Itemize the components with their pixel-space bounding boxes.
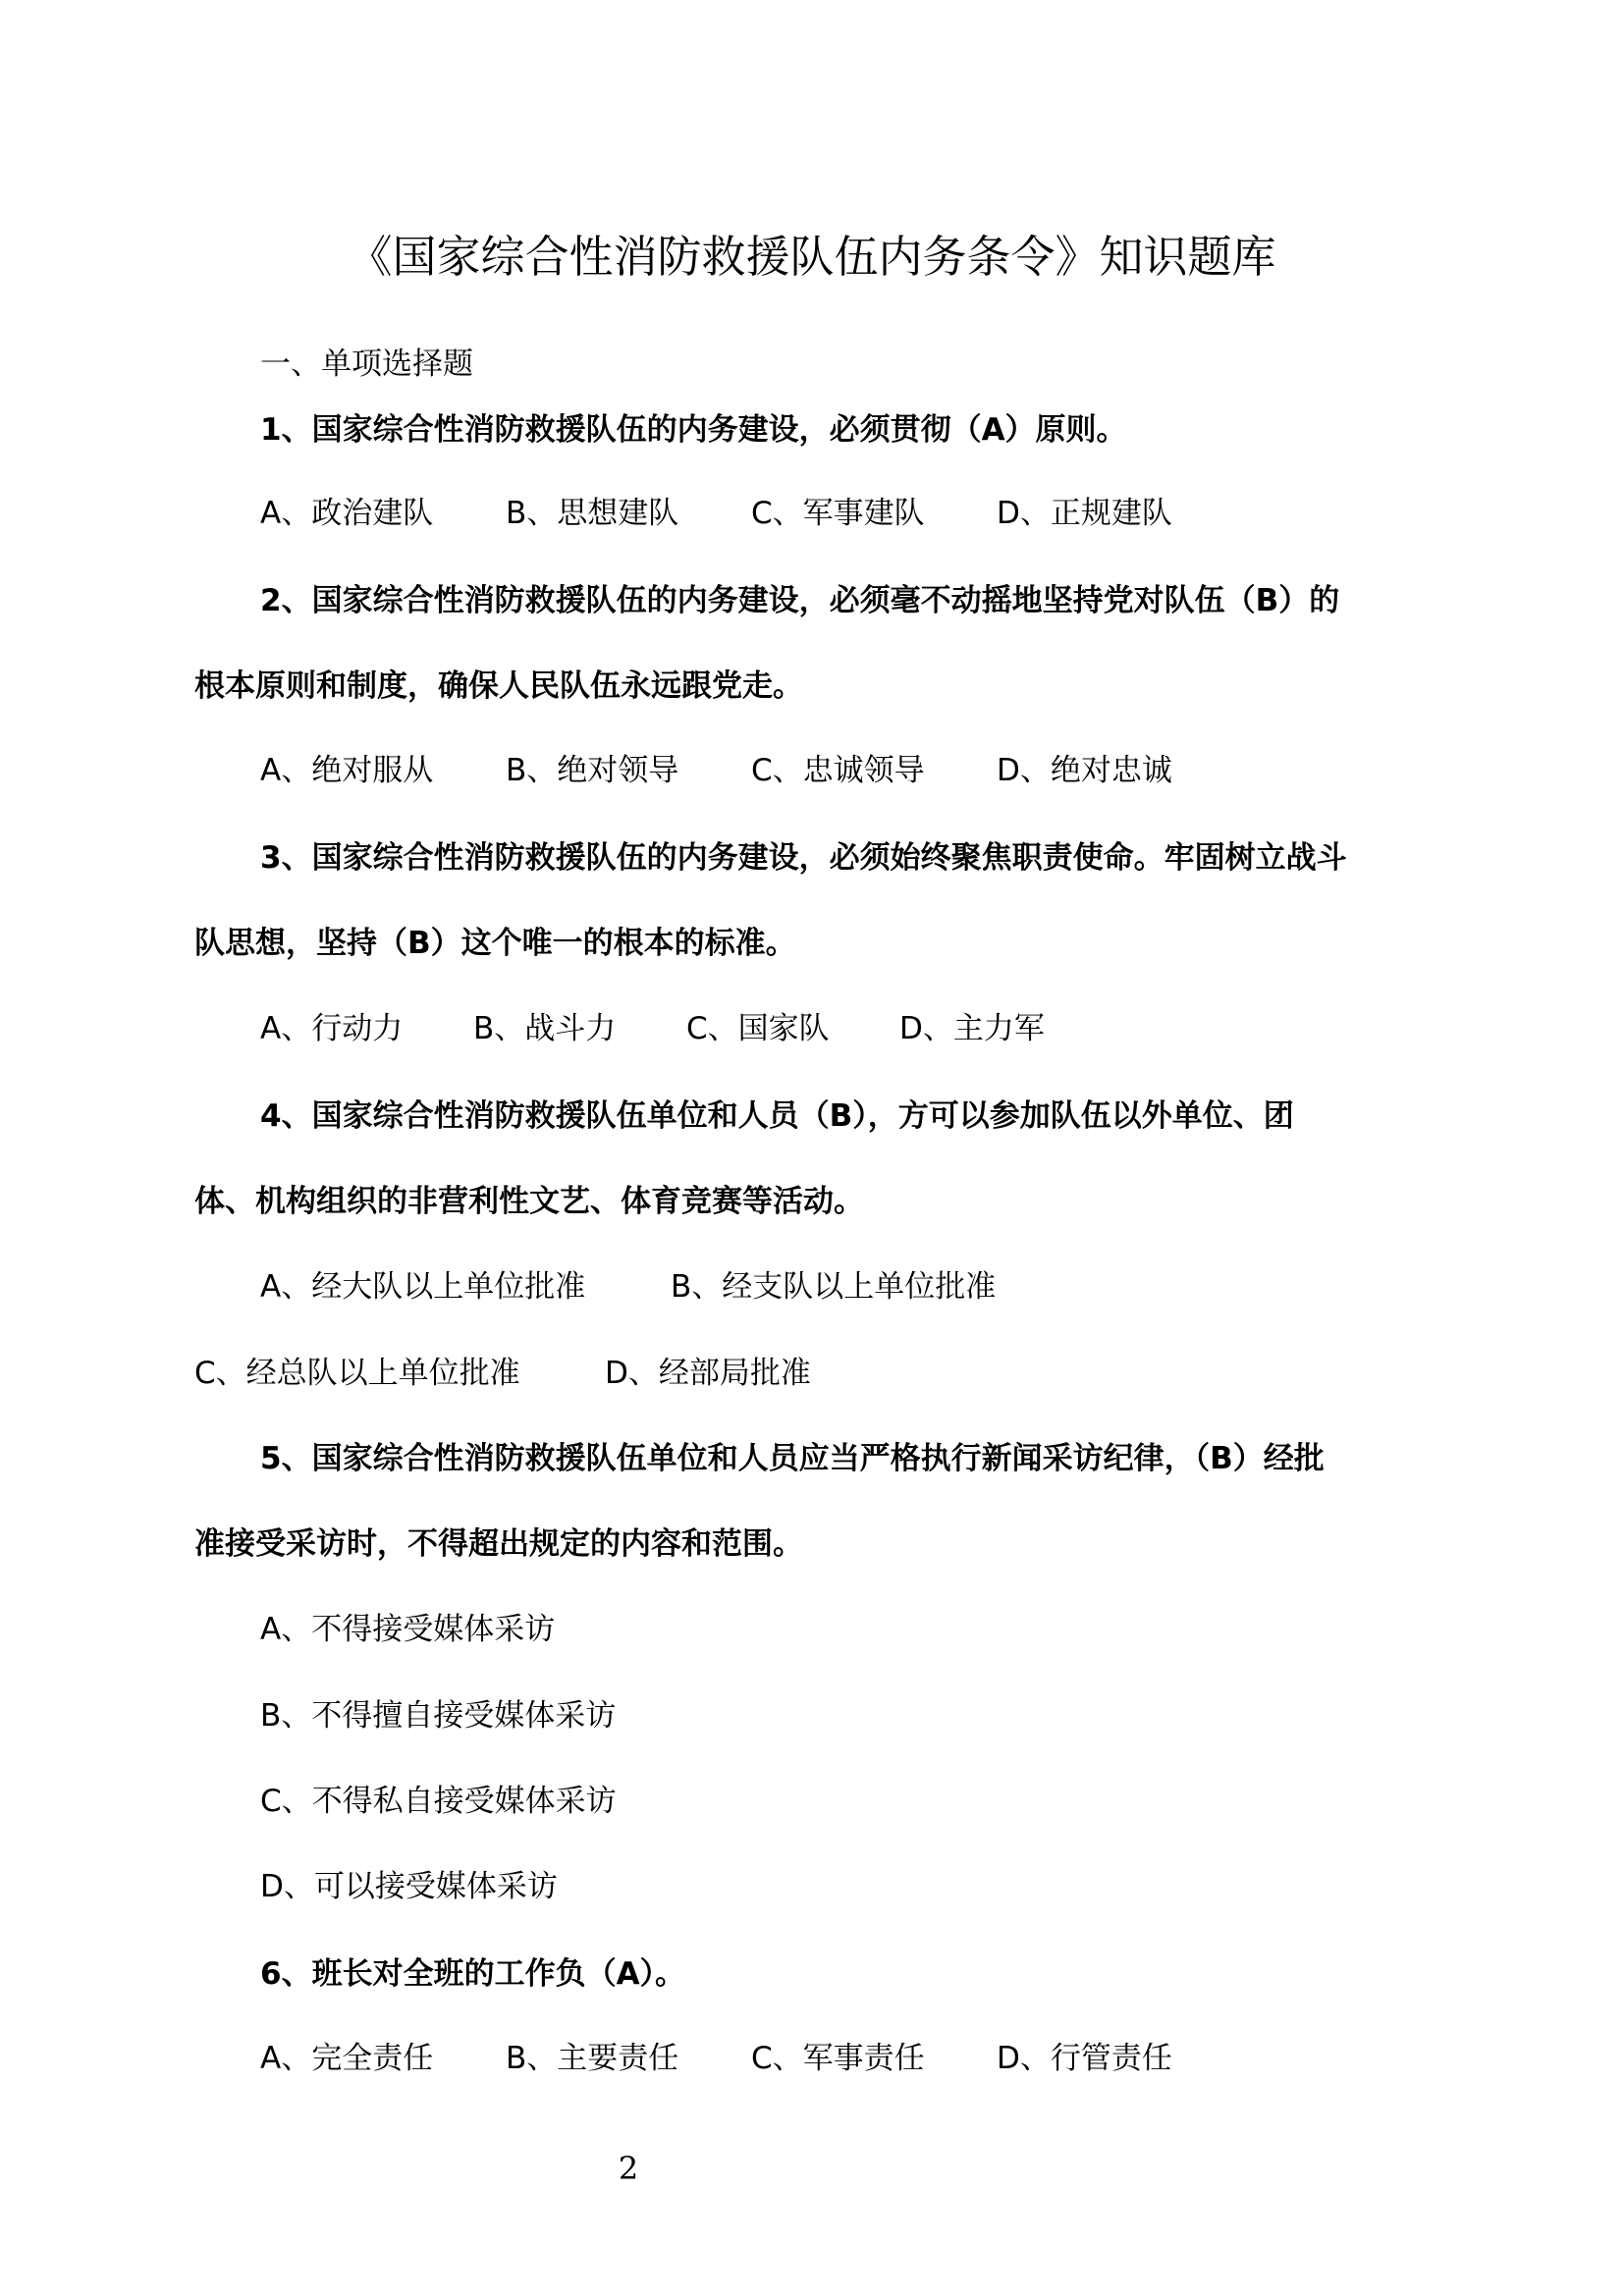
option-a: A、完全责任 xyxy=(260,2041,434,2076)
option-d: D、主力军 xyxy=(899,1011,1045,1046)
option-b: B、不得擅自接受媒体采访 xyxy=(260,1698,617,1734)
option-d: D、绝对忠诚 xyxy=(997,753,1172,788)
option-a: A、不得接受媒体采访 xyxy=(260,1612,556,1647)
option-c: C、经总队以上单位批准 xyxy=(194,1356,520,1391)
option-c: C、军事责任 xyxy=(751,2041,925,2076)
option-a: A、经大队以上单位批准 xyxy=(260,1269,586,1305)
question-4-options-cd xyxy=(194,1352,1015,1395)
question-4-options-ab xyxy=(260,1265,1081,1308)
option-a: A、绝对服从 xyxy=(260,753,434,788)
option-d: D、正规建队 xyxy=(997,496,1172,531)
option-d: D、行管责任 xyxy=(997,2041,1172,2076)
option-b: B、绝对领导 xyxy=(506,753,679,788)
question-1-options xyxy=(260,492,1242,535)
option-b: B、经支队以上单位批准 xyxy=(671,1269,997,1305)
question-3-cont: 队思想，坚持（B）这个唯一的根本的标准。 xyxy=(194,926,796,961)
question-3: 3、国家综合性消防救援队伍的内务建设，必须始终聚焦职责使命。牢固树立战斗 xyxy=(260,840,1347,876)
question-6: 6、班长对全班的工作负（A）。 xyxy=(260,1956,686,1992)
option-d: D、经部局批准 xyxy=(605,1356,811,1391)
page-number: 2 xyxy=(618,2150,639,2187)
question-4-cont: 体、机构组织的非营利性文艺、体育竞赛等活动。 xyxy=(194,1184,864,1219)
question-2-cont: 根本原则和制度，确保人民队伍永远跟党走。 xyxy=(194,668,803,704)
section-heading: 一、单项选择题 xyxy=(260,347,473,382)
question-2-options xyxy=(260,749,1242,792)
option-b: B、思想建队 xyxy=(506,496,679,531)
question-5: 5、国家综合性消防救援队伍单位和人员应当严格执行新闻采访纪律，（B）经批 xyxy=(260,1441,1325,1476)
question-5-cont: 准接受采访时，不得超出规定的内容和范围。 xyxy=(194,1526,803,1562)
option-b: B、战斗力 xyxy=(473,1011,617,1046)
option-c: C、不得私自接受媒体采访 xyxy=(260,1784,617,1819)
question-4: 4、国家综合性消防救援队伍单位和人员（B），方可以参加队伍以外单位、团 xyxy=(260,1098,1294,1134)
option-d: D、可以接受媒体采访 xyxy=(260,1869,558,1904)
document-title: 《国家综合性消防救援队伍内务条令》知识题库 xyxy=(348,231,1276,283)
question-3-options xyxy=(260,1007,1112,1050)
option-c: C、忠诚领导 xyxy=(751,753,925,788)
option-a: A、行动力 xyxy=(260,1011,404,1046)
option-c: C、国家队 xyxy=(686,1011,830,1046)
option-b: B、主要责任 xyxy=(506,2041,679,2076)
question-1: 1、国家综合性消防救援队伍的内务建设，必须贯彻（A）原则。 xyxy=(260,412,1127,448)
question-2: 2、国家综合性消防救援队伍的内务建设，必须毫不动摇地坚持党对队伍（B）的 xyxy=(260,583,1340,618)
option-a: A、政治建队 xyxy=(260,496,434,531)
question-6-options xyxy=(260,2037,1242,2080)
option-c: C、军事建队 xyxy=(751,496,925,531)
